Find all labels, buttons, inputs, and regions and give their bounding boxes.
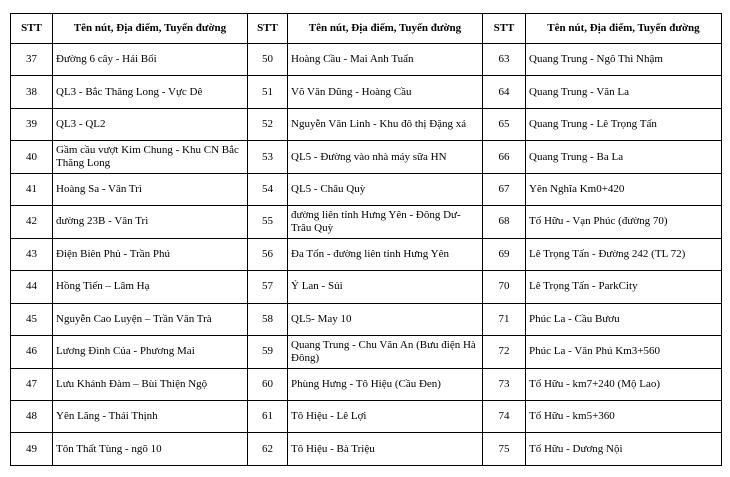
- stt-cell: 70: [483, 271, 526, 303]
- location-cell: Phùng Hưng - Tô Hiệu (Cầu Đen): [288, 368, 483, 400]
- location-cell: Quang Trung - Chu Văn An (Bưu điện Hà Đông): [288, 336, 483, 368]
- location-cell: Tố Hữu - km7+240 (Mộ Lao): [526, 368, 722, 400]
- location-cell: Tô Hiệu - Lê Lợi: [288, 400, 483, 432]
- location-cell: Quang Trung - Văn La: [526, 76, 722, 108]
- table-row: [11, 108, 722, 140]
- location-cell: Lê Trọng Tấn - Đường 242 (TL 72): [526, 238, 722, 270]
- stt-cell: 62: [248, 433, 288, 466]
- stt-cell: 40: [11, 141, 53, 173]
- location-cell: Hoàng Sa - Vân Trì: [53, 173, 248, 205]
- stt-cell: 52: [248, 108, 288, 140]
- stt-cell: 42: [11, 206, 53, 238]
- stt-cell: 74: [483, 400, 526, 432]
- table-row: [11, 173, 722, 205]
- table-row: [11, 400, 722, 432]
- stt-cell: 68: [483, 206, 526, 238]
- stt-cell: 56: [248, 238, 288, 270]
- table-row: [11, 368, 722, 400]
- stt-cell: 60: [248, 368, 288, 400]
- stt-cell: 54: [248, 173, 288, 205]
- table-row: [11, 303, 722, 335]
- stt-cell: 48: [11, 400, 53, 432]
- location-cell: Hoàng Cầu - Mai Anh Tuấn: [288, 44, 483, 76]
- stt-cell: 66: [483, 141, 526, 173]
- location-cell: QL3 - Bắc Thăng Long - Vực Dê: [53, 76, 248, 108]
- table-row: [11, 271, 722, 303]
- location-cell: Võ Văn Dũng - Hoàng Cầu: [288, 76, 483, 108]
- table-row: [11, 44, 722, 76]
- stt-cell: 43: [11, 238, 53, 270]
- table-row: [11, 238, 722, 270]
- location-cell: Tôn Thất Tùng - ngõ 10: [53, 433, 248, 466]
- header-stt: STT: [248, 14, 288, 44]
- location-cell: Phúc La - Cầu Bươu: [526, 303, 722, 335]
- header-location: Tên nút, Địa điểm, Tuyến đường: [53, 14, 248, 44]
- stt-cell: 39: [11, 108, 53, 140]
- location-cell: QL5 - Đường vào nhà máy sữa HN: [288, 141, 483, 173]
- location-cell: QL3 - QL2: [53, 108, 248, 140]
- table-row: [11, 336, 722, 368]
- stt-cell: 49: [11, 433, 53, 466]
- table-row: [11, 206, 722, 238]
- stt-cell: 72: [483, 336, 526, 368]
- stt-cell: 69: [483, 238, 526, 270]
- location-cell: Hồng Tiến – Lâm Hạ: [53, 271, 248, 303]
- location-cell: Quang Trung - Ngô Thì Nhậm: [526, 44, 722, 76]
- header-location: Tên nút, Địa điểm, Tuyến đường: [526, 14, 722, 44]
- table-row: [11, 141, 722, 173]
- location-cell: Quang Trung - Lê Trọng Tấn: [526, 108, 722, 140]
- table-row: [11, 76, 722, 108]
- stt-cell: 59: [248, 336, 288, 368]
- stt-cell: 64: [483, 76, 526, 108]
- location-cell: Đa Tốn - đường liên tỉnh Hưng Yên: [288, 238, 483, 270]
- location-cell: Nguyễn Cao Luyện – Trần Văn Trà: [53, 303, 248, 335]
- stt-cell: 65: [483, 108, 526, 140]
- location-cell: Lưu Khánh Đàm – Bùi Thiện Ngộ: [53, 368, 248, 400]
- stt-cell: 57: [248, 271, 288, 303]
- stt-cell: 47: [11, 368, 53, 400]
- location-cell: Phúc La - Văn Phú Km3+560: [526, 336, 722, 368]
- location-cell: Tố Hữu - Dương Nội: [526, 433, 722, 466]
- stt-cell: 75: [483, 433, 526, 466]
- stt-cell: 67: [483, 173, 526, 205]
- header-stt: STT: [11, 14, 53, 44]
- location-cell: Lê Trọng Tấn - ParkCity: [526, 271, 722, 303]
- stt-cell: 45: [11, 303, 53, 335]
- header-location: Tên nút, Địa điểm, Tuyến đường: [288, 14, 483, 44]
- stt-cell: 58: [248, 303, 288, 335]
- location-cell: Nguyễn Văn Linh - Khu đô thị Đặng xá: [288, 108, 483, 140]
- location-cell: Yên Lãng - Thái Thịnh: [53, 400, 248, 432]
- location-cell: Ỷ Lan - Sủi: [288, 271, 483, 303]
- location-cell: Quang Trung - Ba La: [526, 141, 722, 173]
- location-cell: Gầm cầu vượt Kim Chung - Khu CN Bắc Thăng Long: [53, 141, 248, 173]
- stt-cell: 51: [248, 76, 288, 108]
- stt-cell: 41: [11, 173, 53, 205]
- stt-cell: 73: [483, 368, 526, 400]
- stt-cell: 46: [11, 336, 53, 368]
- location-cell: Tố Hữu - Vạn Phúc (đường 70): [526, 206, 722, 238]
- header-stt: STT: [483, 14, 526, 44]
- location-cell: Lương Đình Của - Phương Mai: [53, 336, 248, 368]
- stt-cell: 71: [483, 303, 526, 335]
- stt-cell: 37: [11, 44, 53, 76]
- table-header-row: [11, 14, 722, 44]
- table-body: [11, 44, 722, 466]
- location-cell: Tô Hiệu - Bà Triệu: [288, 433, 483, 466]
- location-cell: Tố Hữu - km5+360: [526, 400, 722, 432]
- location-cell: Yên Nghĩa Km0+420: [526, 173, 722, 205]
- location-cell: đường 23B - Vân Trì: [53, 206, 248, 238]
- location-cell: QL5 - Châu Quỳ: [288, 173, 483, 205]
- stt-cell: 50: [248, 44, 288, 76]
- location-cell: Đường 6 cây - Hải Bối: [53, 44, 248, 76]
- stt-cell: 53: [248, 141, 288, 173]
- locations-table: [10, 13, 722, 466]
- stt-cell: 61: [248, 400, 288, 432]
- stt-cell: 55: [248, 206, 288, 238]
- stt-cell: 44: [11, 271, 53, 303]
- table-row: [11, 433, 722, 466]
- location-cell: QL5- May 10: [288, 303, 483, 335]
- location-cell: đường liên tỉnh Hưng Yên - Đông Dư- Trâu Quỳ: [288, 206, 483, 238]
- location-cell: Điện Biên Phủ - Trần Phú: [53, 238, 248, 270]
- stt-cell: 63: [483, 44, 526, 76]
- stt-cell: 38: [11, 76, 53, 108]
